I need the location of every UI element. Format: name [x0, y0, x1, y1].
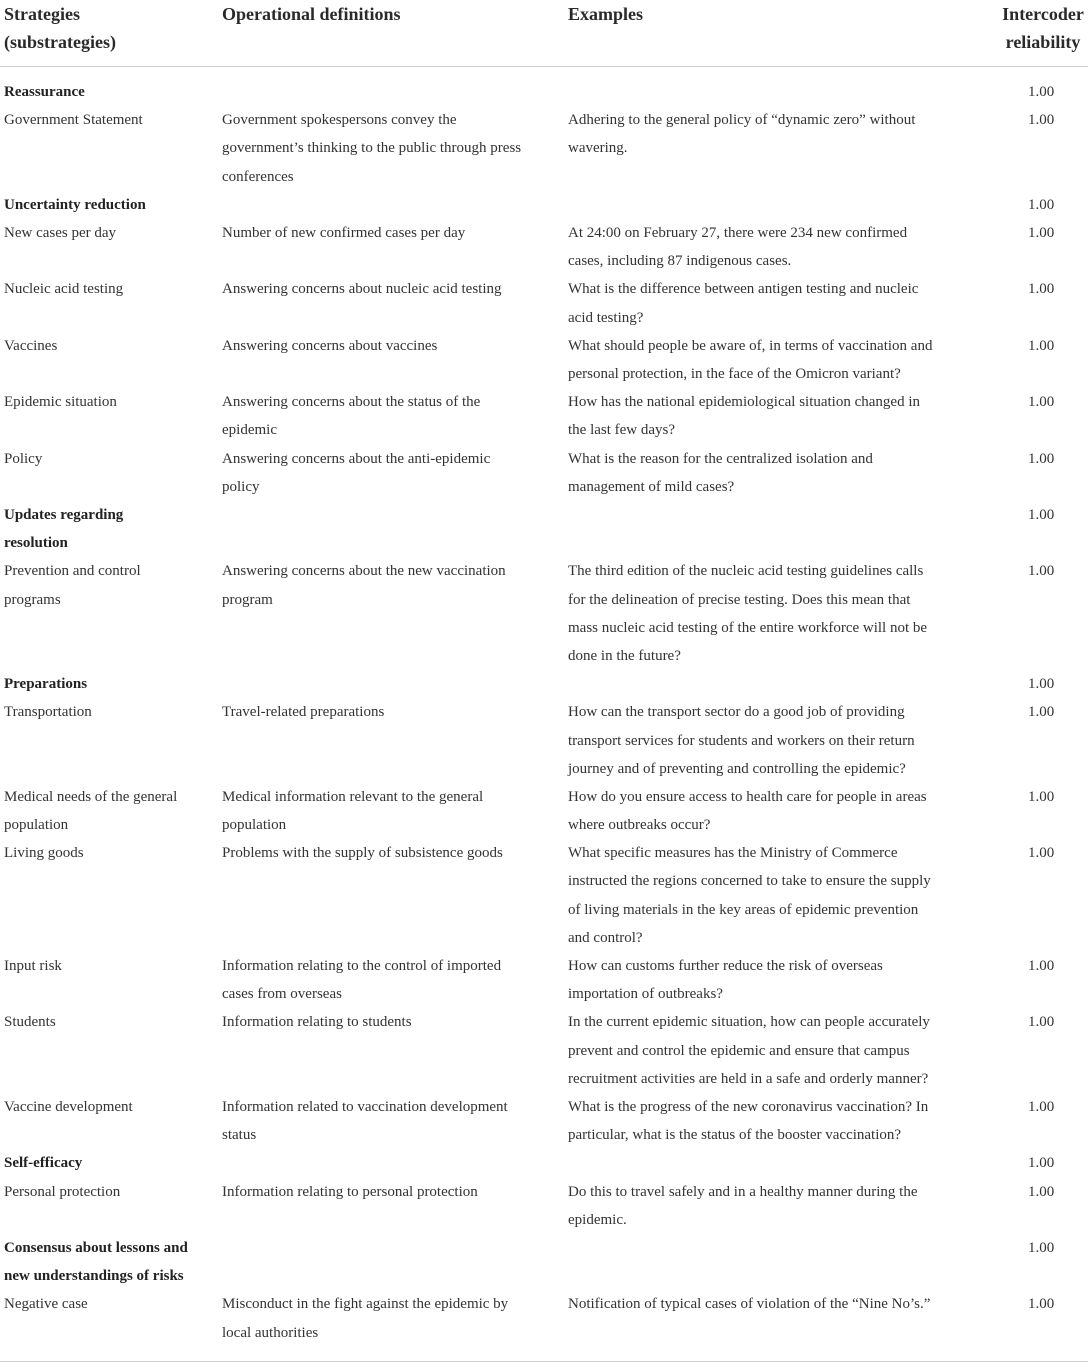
example-text: Do this to travel safely and in a healthy manner during the epidemic.	[568, 1183, 918, 1228]
strategy-name: Updates regarding resolution	[4, 506, 124, 552]
operational-definition: Information relating to the control of imported cases from overseas	[222, 958, 502, 1003]
reliability-value: 1.00	[1028, 1099, 1055, 1116]
table-row	[0, 106, 1092, 191]
column-header-reliability: Intercoder reliability	[1002, 4, 1084, 52]
reliability-value: 1.00	[1028, 1296, 1055, 1313]
operational-definition: Answering concerns about nucleic acid testing	[222, 281, 502, 298]
table-row	[0, 557, 1092, 670]
table-header	[0, 0, 1092, 66]
substrategy-name: Negative case	[4, 1296, 88, 1313]
reliability-value: 1.00	[1028, 1183, 1055, 1200]
operational-definition: Answering concerns about the anti-epidemic policy	[222, 450, 491, 495]
table-row	[0, 1093, 1092, 1149]
table-row	[0, 952, 1092, 1008]
table-bottom-rule	[0, 1361, 1088, 1362]
example-text: What is the difference between antigen testing and nucleic acid testing?	[568, 281, 919, 326]
substrategy-name: Government Statement	[4, 112, 143, 129]
strategy-group-row	[0, 191, 1092, 219]
substrategy-name: Transportation	[4, 704, 92, 721]
reliability-value: 1.00	[1028, 676, 1055, 693]
example-text: How can customs further reduce the risk of overseas importation of outbreaks?	[568, 958, 883, 1003]
strategy-name: Consensus about lessons and new understandings of risks	[4, 1240, 188, 1285]
reliability-value: 1.00	[1028, 958, 1055, 975]
example-text: In the current epidemic situation, how can people accurately prevent and control the epidemic and ensure that campus recruitment activities are held in a safe and orderly manner?	[568, 1014, 930, 1087]
table-body	[0, 78, 1092, 1347]
strategy-name: Uncertainty reduction	[4, 196, 146, 213]
example-text: What should people be aware of, in terms of vaccination and personal protection, in the face of the Omicron variant?	[568, 337, 933, 382]
reliability-value: 1.00	[1028, 506, 1055, 523]
substrategy-name: Epidemic situation	[4, 394, 117, 411]
operational-definition: Travel-related preparations	[222, 704, 385, 721]
strategy-name: Preparations	[4, 676, 88, 693]
strategy-group-row	[0, 501, 1092, 557]
operational-definition: Medical information relevant to the general population	[222, 788, 484, 834]
reliability-value: 1.00	[1028, 196, 1055, 213]
strategy-name: Self-efficacy	[4, 1155, 83, 1172]
substrategy-name: Vaccine development	[4, 1099, 133, 1116]
reliability-value: 1.00	[1028, 1240, 1055, 1257]
reliability-value: 1.00	[1028, 788, 1055, 805]
table-row	[0, 698, 1092, 783]
reliability-value: 1.00	[1028, 112, 1055, 129]
example-text: The third edition of the nucleic acid testing guidelines calls for the delineation of precise testing. Does this mean that mass nucleic acid testing of the entire workforce will not be done in the future?	[568, 563, 928, 664]
table-row	[0, 1008, 1092, 1093]
substrategy-name: Students	[4, 1014, 56, 1031]
strategy-group-row	[0, 1149, 1092, 1177]
operational-definition: Misconduct in the fight against the epidemic by local authorities	[222, 1296, 509, 1341]
table-row	[0, 783, 1092, 839]
operational-definition: Answering concerns about the status of the epidemic	[222, 394, 481, 439]
operational-definition: Information relating to personal protection	[222, 1183, 478, 1200]
substrategy-name: Personal protection	[4, 1183, 121, 1200]
operational-definition: Answering concerns about the new vaccination program	[222, 563, 506, 608]
table-row	[0, 839, 1092, 952]
example-text: What is the progress of the new coronavirus vaccination? In particular, what is the status of the booster vaccination?	[568, 1099, 929, 1144]
strategy-group-row	[0, 670, 1092, 698]
substrategy-name: Nucleic acid testing	[4, 281, 124, 298]
column-header-definitions: Operational definitions	[222, 4, 401, 24]
reliability-value: 1.00	[1028, 845, 1055, 862]
example-text: Notification of typical cases of violation of the “Nine No’s.”	[568, 1296, 931, 1313]
reliability-value: 1.00	[1028, 84, 1055, 100]
example-text: At 24:00 on February 27, there were 234 new confirmed cases, including 87 indigenous cases.	[568, 224, 908, 270]
header-divider	[0, 66, 1088, 67]
operational-definition: Problems with the supply of subsistence goods	[222, 845, 503, 862]
table-row	[0, 332, 1092, 388]
reliability-value: 1.00	[1028, 1155, 1055, 1172]
reliability-value: 1.00	[1028, 337, 1055, 354]
example-text: What is the reason for the centralized isolation and management of mild cases?	[568, 450, 873, 495]
operational-definition: Government spokespersons convey the government’s thinking to the public through press conferences	[222, 112, 522, 185]
substrategy-name: Living goods	[4, 845, 84, 862]
table-row	[0, 275, 1092, 331]
column-header-strategies: Strategies (substrategies)	[4, 4, 116, 52]
operational-definition: Number of new confirmed cases per day	[222, 224, 466, 241]
operational-definition: Information related to vaccination development status	[222, 1099, 508, 1144]
reliability-value: 1.00	[1028, 224, 1055, 241]
strategy-group-row	[0, 78, 1092, 106]
table-row	[0, 388, 1092, 444]
substrategy-name: New cases per day	[4, 224, 117, 241]
substrategy-name: Input risk	[4, 958, 62, 975]
example-text: Adhering to the general policy of “dynamic zero” without wavering.	[568, 112, 916, 157]
reliability-value: 1.00	[1028, 394, 1055, 411]
reliability-value: 1.00	[1028, 563, 1055, 580]
table-row	[0, 1290, 1092, 1346]
operational-definition: Information relating to students	[222, 1014, 412, 1031]
table-row	[0, 219, 1092, 275]
example-text: How has the national epidemiological situation changed in the last few days?	[568, 394, 920, 439]
strategy-name: Reassurance	[4, 84, 85, 100]
reliability-value: 1.00	[1028, 281, 1055, 298]
column-header-examples: Examples	[568, 4, 644, 24]
strategy-group-row	[0, 1234, 1092, 1290]
substrategy-name: Medical needs of the general population	[4, 788, 178, 834]
operational-definition: Answering concerns about vaccines	[222, 337, 438, 354]
example-text: What specific measures has the Ministry of Commerce instructed the regions concerned to take to ensure the supply of living materials in the key areas of epidemic prevention and control?	[568, 845, 931, 946]
substrategy-name: Vaccines	[4, 337, 58, 354]
table-row	[0, 445, 1092, 501]
reliability-value: 1.00	[1028, 704, 1055, 721]
example-text: How can the transport sector do a good job of providing transport services for students and workers on their return journey and of preventing and controlling the epidemic?	[568, 704, 915, 777]
substrategy-name: Prevention and control programs	[4, 563, 141, 608]
table-row	[0, 1178, 1092, 1234]
example-text: How do you ensure access to health care for people in areas where outbreaks occur?	[568, 788, 927, 834]
reliability-value: 1.00	[1028, 1014, 1055, 1031]
reliability-value: 1.00	[1028, 450, 1055, 467]
substrategy-name: Policy	[4, 450, 43, 467]
